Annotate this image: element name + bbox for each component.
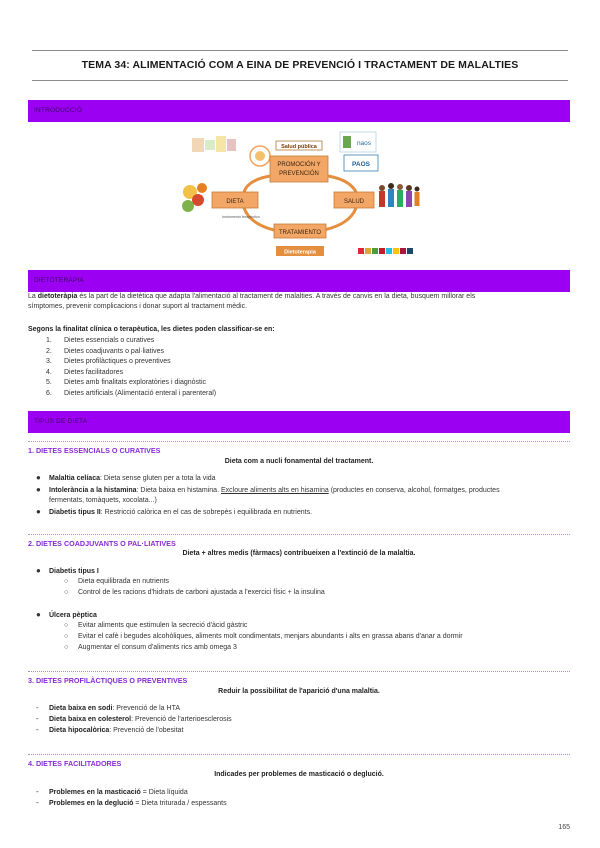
svg-text:naos: naos: [356, 140, 372, 147]
dietoterapia-paragraph: La dietoteràpia és la part de la dietètica que adapta l'alimentació al tractament de malalties. A través de canvis en la dieta, busquem millorar els símptomes, prevenir complicacions i donar suport al tractament mèdic.: [28, 293, 476, 310]
section-subtitle: Reduir la possibilitat de l'aparició d'una malaltia.: [218, 688, 380, 695]
dash-item: - Dieta baixa en colesterol: Prevenció de l'arterioesclerosis: [36, 714, 232, 723]
cycle-arrow-left: [244, 176, 270, 192]
section-divider: [28, 441, 570, 442]
instrumento-label: Instrumento terapéutico: [222, 215, 260, 219]
list-item: 2. Dietes coadjuvants o pal·liatives: [46, 347, 164, 355]
sub-bullet-item: ○ Evitar el cafè i begudes alcohòliques, aliments molt condimentats, menjars abundants i alts en grassa abans d'anar a dormir: [64, 633, 463, 640]
bullet-item: ● Úlcera pèptica: [36, 610, 97, 619]
dash-item: - Problemes en la masticació = Dieta líquida: [36, 787, 188, 796]
dieta-label: DIETA: [226, 199, 244, 205]
dash-item: - Dieta hipocalòrica: Prevenció de l'obesitat: [36, 725, 184, 734]
section-band-label: INTRODUCCIÓ: [34, 107, 83, 114]
section-band-intro: [28, 100, 570, 122]
cycle-arrow-bottom-right: [324, 208, 356, 230]
tratamiento-label: TRATAMIENTO: [279, 230, 321, 236]
cycle-arrow-right: [328, 176, 356, 192]
diet-types-list: [46, 336, 216, 399]
salud-label: SALUD: [343, 199, 365, 205]
section-heading-facilitadores: 4. DIETES FACILITADORES: [28, 759, 122, 768]
section-heading-coadjuvants: 2. DIETES COADJUVANTS O PAL·LIATIVES: [28, 539, 176, 548]
section-subtitle: Indicades per problemes de masticació o deglució.: [214, 771, 384, 778]
list-item: 4. Dietes facilitadores: [46, 368, 124, 376]
page-title: TEMA 34: ALIMENTACIÓ COM A EINA DE PREVENCIÓ I TRACTAMENT DE MALALTIES: [81, 59, 519, 71]
section-divider: [28, 671, 570, 672]
salud-publica-label: Salud pública: [281, 144, 317, 150]
bullet-item: ● Malaltia celíaca: Dieta sense gluten per a tota la vida: [36, 473, 216, 482]
section-band-label: TIPUS DE DIETA: [34, 418, 88, 425]
sub-bullet-item: ○ Evitar aliments que estimulen la secreció d'àcid gàstric: [64, 622, 248, 629]
section-subtitle: Dieta com a nucli fonamental del tractament.: [224, 458, 374, 465]
sdg-icons: [358, 248, 413, 254]
list-item: 5. Dietes amb finalitats exploratòries i diagnòstic: [46, 379, 207, 386]
people-image: [379, 183, 420, 207]
sub-bullet-item: ○ Augmentar el consum d'aliments rics amb omega 3: [64, 644, 237, 651]
top-rule: [32, 50, 568, 51]
cycle-arrow-bottom-left: [244, 208, 274, 230]
dash-item: - Problemes en la deglució = Dieta triturada / espessants: [36, 798, 227, 807]
section-band-dietoterapia: [28, 270, 570, 292]
svg-text:PAOS: PAOS: [352, 161, 370, 168]
section-divider: [28, 534, 570, 535]
dash-item: - Dieta baixa en sodi: Prevenció de la HTA: [36, 703, 180, 712]
section-heading-profilactiques: 3. DIETES PROFILÀCTIQUES O PREVENTIVES: [28, 676, 188, 685]
diet-health-diagram: [178, 126, 422, 262]
bullet-item: ● Diabetis tipus I: [36, 566, 99, 575]
classification-intro: Segons la finalitat clínica o terapèutica, les dietes poden classificar-se en:: [28, 326, 275, 333]
prevencion-label: PREVENCIÓN: [279, 171, 319, 177]
sub-bullet-item: ○ Control de les racions d'hidrats de carboni ajustada a l'exercici físic + la insulina: [64, 589, 325, 596]
food-chart-image: [192, 136, 236, 152]
section-subtitle: Dieta + altres medis (fàrmacs) contribueixen a l'extinció de la malaltia.: [182, 550, 416, 557]
section-band-label: DIETOTERÀPIA: [34, 277, 84, 284]
sub-bullet-item: ○ Dieta equilibrada en nutrients: [64, 578, 170, 585]
promocion-label: PROMOCIÓN Y: [277, 162, 321, 168]
list-item: 1. Dietes essencials o curatives: [46, 337, 155, 344]
dietoterapia-diagram-label: Dietoterapia: [284, 249, 316, 256]
section-band-tipus: [28, 411, 570, 433]
section-divider: [28, 754, 570, 755]
list-item: 6. Dietes artificials (Alimentació enteral i parenteral): [46, 389, 217, 397]
bullet-item: ● Diabetis tipus II: Restricció calòrica en el cas de sobrepès i equilibrada en nutrients.: [36, 507, 313, 516]
section-heading-essencials: 1. DIETES ESSENCIALS O CURATIVES: [28, 446, 161, 455]
dietoterapia-term: dietoteràpia: [37, 293, 78, 300]
food-image: [182, 183, 207, 212]
list-item: 3. Dietes profilàctiques o preventives: [46, 358, 171, 365]
bullet-item: ● Intolerància a la histamina: Dieta baixa en histamina. Excloure aliments alts en hisamina (productes en conserva, alcohol, formatges, productes fermentats, tomàquets, xocolata...): [36, 485, 500, 504]
title-rule: [32, 80, 568, 81]
promocion-box: [270, 156, 328, 182]
page-number: 165: [558, 824, 570, 831]
